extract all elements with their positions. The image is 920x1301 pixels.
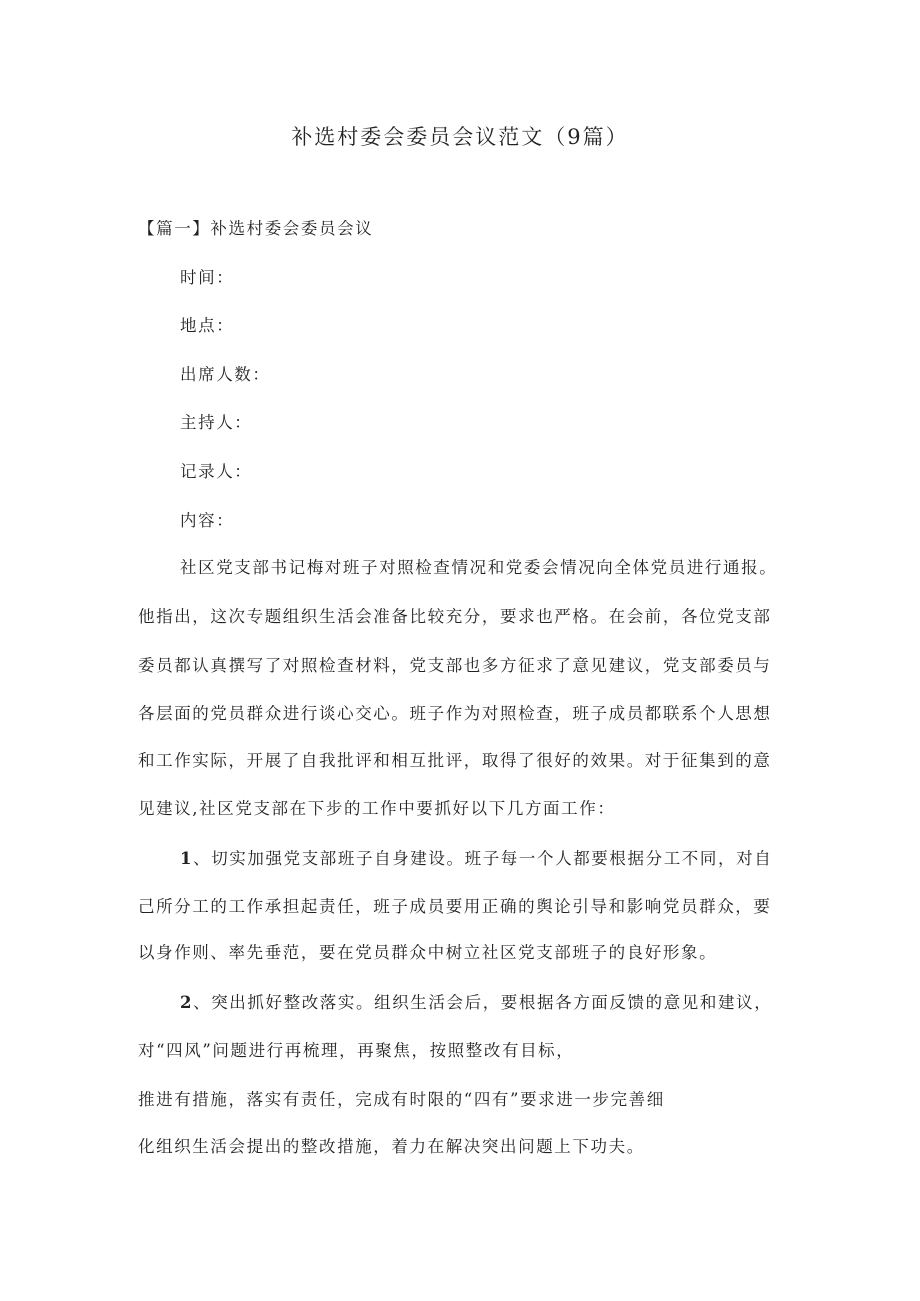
field-time: 时间： (180, 268, 235, 287)
list-item-2-line: 化组织生活会提出的整改措施，着力在解决突出问题上下功夫。 (138, 1137, 645, 1156)
list-item-1-line: 己所分工的工作承担起责任，班子成员要用正确的舆论引导和影响党员群众，要 (138, 897, 772, 916)
list-item-2-line: 对“四风”问题进行再梳理，再聚焦，按照整改有目标， (138, 1041, 575, 1060)
field-content: 内容： (180, 511, 235, 530)
field-place: 地点： (180, 316, 235, 335)
list-item-2-line: 推进有措施，落实有责任，完成有时限的“四有”要求进一步完善细 (138, 1090, 665, 1109)
list-item-2-line (180, 991, 772, 1015)
paragraph-line: 他指出，这次专题组织生活会准备比较充分，要求也严格。在会前，各位党支部 (138, 607, 772, 626)
list-item-1-line (180, 847, 772, 871)
section-heading: 【篇一】补选村委会委员会议 (138, 219, 374, 238)
field-host: 主持人： (180, 413, 253, 432)
field-recorder: 记录人： (180, 462, 253, 481)
field-attendance: 出席人数： (180, 365, 271, 384)
list-item-text: 、突出抓好整改落实。组织生活会后，要根据各方面反馈的意见和建议， (193, 993, 773, 1012)
list-item-number: 1 (180, 849, 194, 868)
paragraph-line: 和工作实际，开展了自我批评和相互批评，取得了很好的效果。对于征集到的意 (138, 751, 772, 770)
list-item-1-line: 以身作则、率先垂范，要在党员群众中树立社区党支部班子的良好形象。 (138, 943, 718, 962)
paragraph-line: 社区党支部书记梅对班子对照检查情况和党委会情况向全体党员进行通报。 (180, 558, 778, 577)
paragraph-line: 见建议,社区党支部在下步的工作中要抓好以下几方面工作： (138, 799, 616, 818)
list-item-text: 、切实加强党支部班子自身建设。班子每一个人都要根据分工不同，对自 (193, 849, 773, 868)
document-title: 补选村委会委员会议范文（9篇） (291, 125, 629, 149)
paragraph-line: 各层面的党员群众进行谈心交心。班子作为对照检查，班子成员都联系个人思想 (138, 704, 772, 723)
paragraph-line: 委员都认真撰写了对照检查材料，党支部也多方征求了意见建议，党支部委员与 (138, 656, 772, 675)
list-item-number: 2 (180, 993, 194, 1012)
